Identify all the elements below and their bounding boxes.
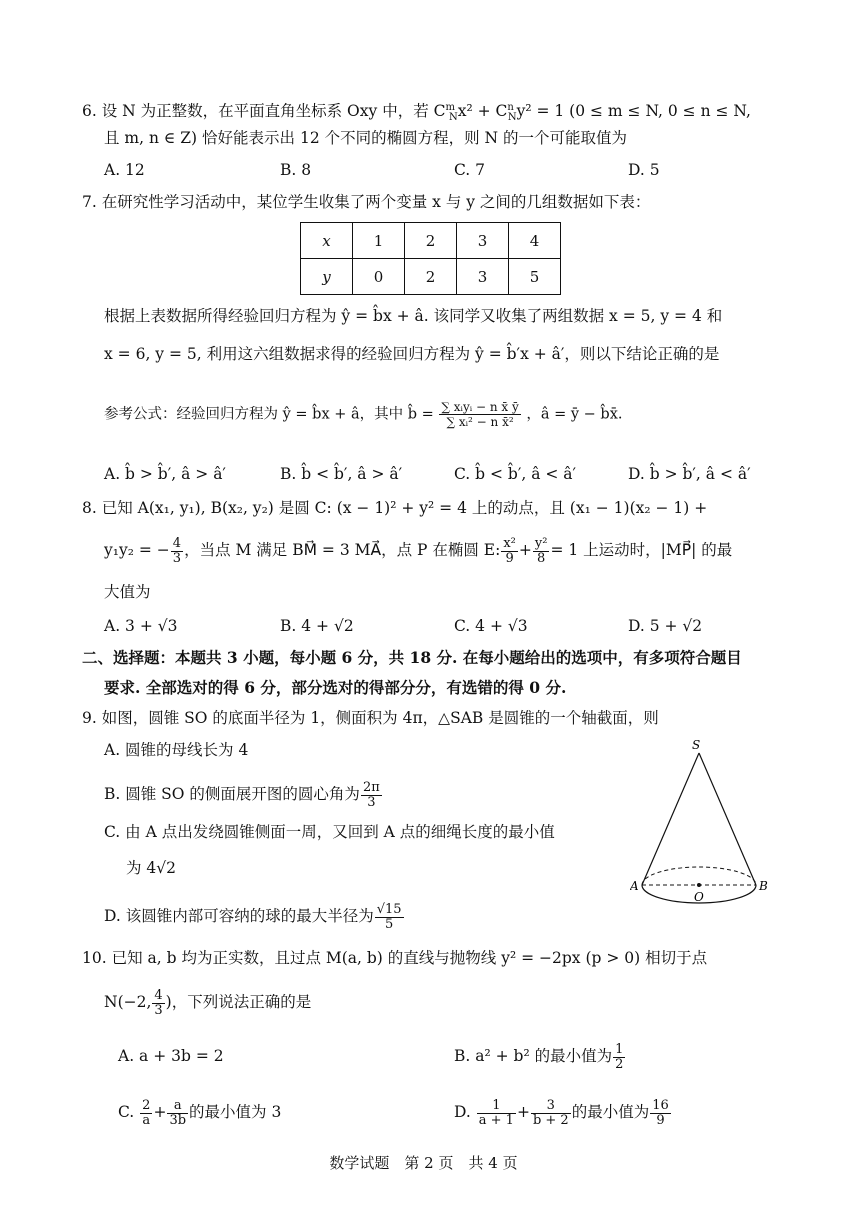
q9-option-a: A. 圆锥的母线长为 4 [104, 741, 249, 759]
page-footer: 数学试题 第 2 页 共 4 页 [329, 1154, 518, 1172]
table-cell: y [301, 259, 353, 295]
q8-line3: 大值为 [104, 583, 151, 601]
q6-option-d: D. 5 [628, 161, 660, 179]
section2-heading-line2: 要求. 全部选对的得 6 分，部分选对的得部分分，有选错的得 0 分. [104, 678, 567, 697]
q8-option-d: D. 5 + √2 [628, 617, 703, 635]
table-row [301, 223, 561, 259]
q8-option-a: A. 3 + √3 [104, 617, 178, 635]
q10-line2: N(−2, $\frac{4}{3}$ )，下列说法正确的是 [104, 987, 312, 1018]
table-cell: 3 [457, 259, 509, 295]
table-row [301, 259, 561, 295]
q6-option-c: C. 7 [454, 161, 486, 179]
q8-line2: y₁y₂ = − $\frac{4}{3}$ ，当点 M 满足 BM⃗ = 3 MA⃗，点 P 在椭圆 E: $\frac{\text{x²}}{9}$ + $\frac{\text{y²}}{8}$ = 1 上运动时，|MP⃗| 的最 [104, 535, 733, 566]
label-a: A [630, 879, 639, 893]
q9-option-b: B. 圆锥 SO 的侧面展开图的圆心角为 $\frac{2\pi}{3}$ [104, 779, 380, 810]
q10-line1: 10. 已知 a, b 均为正实数，且过点 M(a, b) 的直线与抛物线 y² = −2px (p > 0) 相切于点 [82, 949, 708, 967]
cone-edge-sa [642, 753, 699, 885]
label-s: S [692, 738, 701, 752]
q7-option-d: D. b̂ > b̂′, â < â′ [628, 465, 751, 483]
q10-option-b: B. a² + b² 的最小值为 $\frac{1}{2}$ [454, 1041, 624, 1072]
table-cell: 4 [509, 223, 561, 259]
q8-option-b: B. 4 + √2 [280, 617, 354, 635]
q9-option-c-line1: C. 由 A 点出发绕圆锥侧面一周，又回到 A 点的细绳长度的最小值 [104, 823, 555, 841]
cone-center-o [697, 883, 701, 887]
q9-stem: 9. 如图，圆锥 SO 的底面半径为 1，侧面积为 4π，△SAB 是圆锥的一个轴截面，则 [82, 709, 659, 727]
q7-option-c: C. b̂ < b̂′, â < â′ [454, 465, 577, 483]
q8-option-c: C. 4 + √3 [454, 617, 528, 635]
q7-line3: x = 6, y = 5, 利用这六组数据求得的经验回归方程为 ŷ = b̂′x + â′，则以下结论正确的是 [104, 345, 720, 363]
q6-line1: 6. 设 N 为正整数，在平面直角坐标系 Oxy 中，若 $C^m_Nx^2 + C^n_Ny^2 = 1$ (0 ≤ m ≤ N, 0 ≤ n ≤ N, [82, 102, 751, 124]
cone-base-back [642, 867, 756, 885]
cone-figure [630, 735, 780, 915]
q6-option-a: A. 12 [104, 161, 145, 179]
label-b: B [759, 879, 768, 893]
table-cell: 1 [353, 223, 405, 259]
table-cell: x [301, 223, 353, 259]
q9-option-d: D. 该圆锥内部可容纳的球的最大半径为 $\frac{√15}{5}$ [104, 901, 402, 932]
section2-heading-line1: 二、选择题：本题共 3 小题，每小题 6 分，共 18 分. 在每小题给出的选项中，有多项符合题目 [82, 648, 742, 667]
table-cell: 0 [353, 259, 405, 295]
q6-line2: 且 m, n ∈ Z) 恰好能表示出 12 个不同的椭圆方程，则 N 的一个可能取值为 [104, 129, 628, 147]
table-cell: 3 [457, 223, 509, 259]
cone-edge-sb [699, 753, 756, 885]
table-cell: 2 [405, 259, 457, 295]
q7-option-b: B. b̂ < b̂′, â > â′ [280, 465, 403, 483]
q8-line1: 8. 已知 A(x₁, y₁), B(x₂, y₂) 是圆 C: (x − 1)² + y² = 4 上的动点，且 (x₁ − 1)(x₂ − 1) + [82, 499, 708, 517]
label-o: O [694, 890, 704, 904]
q7-line1: 7. 在研究性学习活动中，某位学生收集了两个变量 x 与 y 之间的几组数据如下表： [82, 193, 651, 211]
table-cell: 2 [405, 223, 457, 259]
q7-line2: 根据上表数据所得经验回归方程为 ŷ = b̂x + â. 该同学又收集了两组数据 x = 5, y = 4 和 [104, 307, 723, 325]
q10-option-a: A. a + 3b = 2 [118, 1047, 224, 1065]
q9-option-c-line2: 为 4√2 [126, 859, 177, 877]
q6-option-b: B. 8 [280, 161, 312, 179]
q7-data-table [300, 222, 561, 295]
q7-reference-formula: 参考公式：经验回归方程为 ŷ = b̂x + â，其中 b̂ = $\frac{\text{∑ xᵢyᵢ − n x̄ ȳ}}{\text{∑ xᵢ² − n x̄²}}$ ，â = ȳ − b̂x̄. [104, 400, 623, 429]
table-cell: 5 [509, 259, 561, 295]
q10-option-d: D. $\frac{1}{a + 1}$ + $\frac{3}{b + 2}$ 的最小值为 $\frac{16}{9}$ [454, 1097, 669, 1128]
q10-option-c: C. $\frac{2}{a}$ + $\frac{a}{3b}$ 的最小值为 3 [118, 1097, 282, 1128]
q7-option-a: A. b̂ > b̂′, â > â′ [104, 465, 226, 483]
